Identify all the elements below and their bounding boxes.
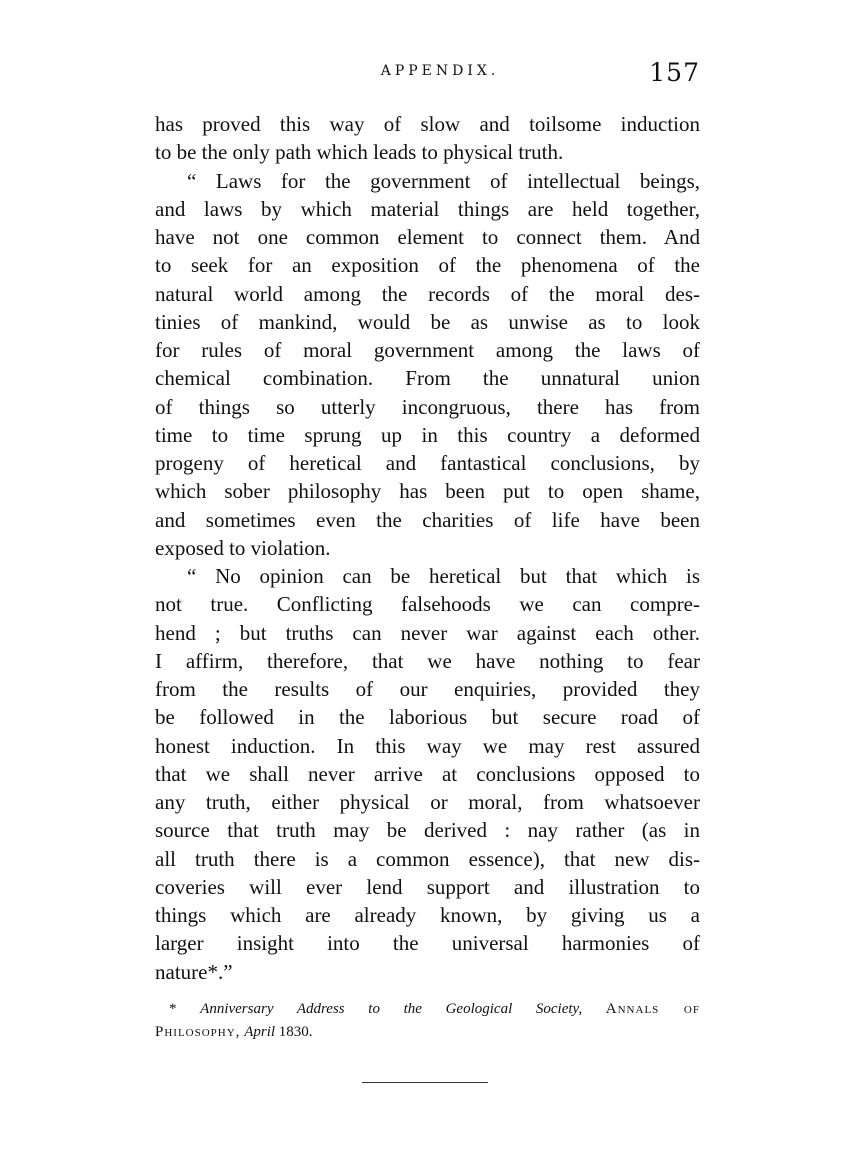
end-rule (362, 1082, 488, 1083)
text-line: all truth there is a common essence), that new dis- (155, 846, 700, 871)
text-line: exposed to violation. (155, 535, 331, 560)
text-line: have not one common element to connect them. And (155, 225, 700, 249)
text-line: nature*.” (155, 959, 233, 984)
footnote-year: 1830. (278, 1024, 313, 1040)
text-line: time to time sprung up in this country a deformed (155, 422, 700, 447)
text-line: and sometimes even the charities of life have been (155, 507, 700, 532)
text-line: tinies of mankind, would be as unwise as to look (155, 309, 700, 334)
text-line: hend ; but truths can never war against each other. (155, 620, 700, 645)
text-line: any truth, either physical or moral, from whatsoever (155, 790, 700, 814)
text-line: from the results of our enquiries, provided they (155, 677, 700, 701)
footnote (155, 998, 700, 1044)
text-line: “ No opinion can be heretical but that which is (187, 564, 700, 588)
text-line: has proved this way of slow and toilsome induction (155, 112, 700, 136)
text-line: coveries will ever lend support and illustration to (155, 874, 700, 899)
text-line: chemical combination. From the unnatural union (155, 366, 700, 391)
footnote-line-2 (155, 1021, 700, 1044)
text-line: not true. Conflicting falsehoods we can compre- (155, 592, 700, 617)
page-number: 157 (649, 58, 700, 87)
text-line: larger insight into the universal harmonies of (155, 931, 700, 956)
text-line: I affirm, therefore, that we have nothing to fear (155, 648, 700, 673)
text-line: and laws by which material things are held together, (155, 196, 700, 221)
text-line: which sober philosophy has been put to open shame, (155, 479, 700, 504)
footnote-date: April (244, 1024, 276, 1040)
text-line: source that truth may be derived : nay rather (as in (155, 818, 700, 843)
text-line: honest induction. In this way we may rest assured (155, 733, 700, 758)
text-line: of things so utterly incongruous, there has from (155, 394, 700, 419)
footnote-line-1 (155, 998, 700, 1021)
running-head (155, 58, 700, 94)
body-text (155, 110, 700, 986)
footnote-marker: * (169, 1001, 177, 1017)
text-line: for rules of moral government among the laws of (155, 338, 700, 362)
section-title: APPENDIX. (380, 63, 500, 79)
text-line: things which are already known, by giving us a (155, 903, 700, 927)
text-line: “ Laws for the government of intellectual beings, (187, 168, 700, 193)
footnote-journal-part2: Philosophy, (155, 1024, 241, 1040)
text-line: that we shall never arrive at conclusions opposed to (155, 761, 700, 786)
footnote-journal-part1: Annals of (605, 1001, 700, 1017)
text-line: be followed in the laborious but secure road of (155, 705, 700, 730)
text-line: to be the only path which leads to physical truth. (155, 140, 564, 165)
text-line: progeny of heretical and fantastical conclusions, by (155, 451, 700, 475)
text-line: natural world among the records of the moral des- (155, 281, 700, 306)
text-line: to seek for an exposition of the phenomena of the (155, 253, 700, 278)
footnote-source: Anniversary Address to the Geological Society, (200, 1001, 583, 1017)
